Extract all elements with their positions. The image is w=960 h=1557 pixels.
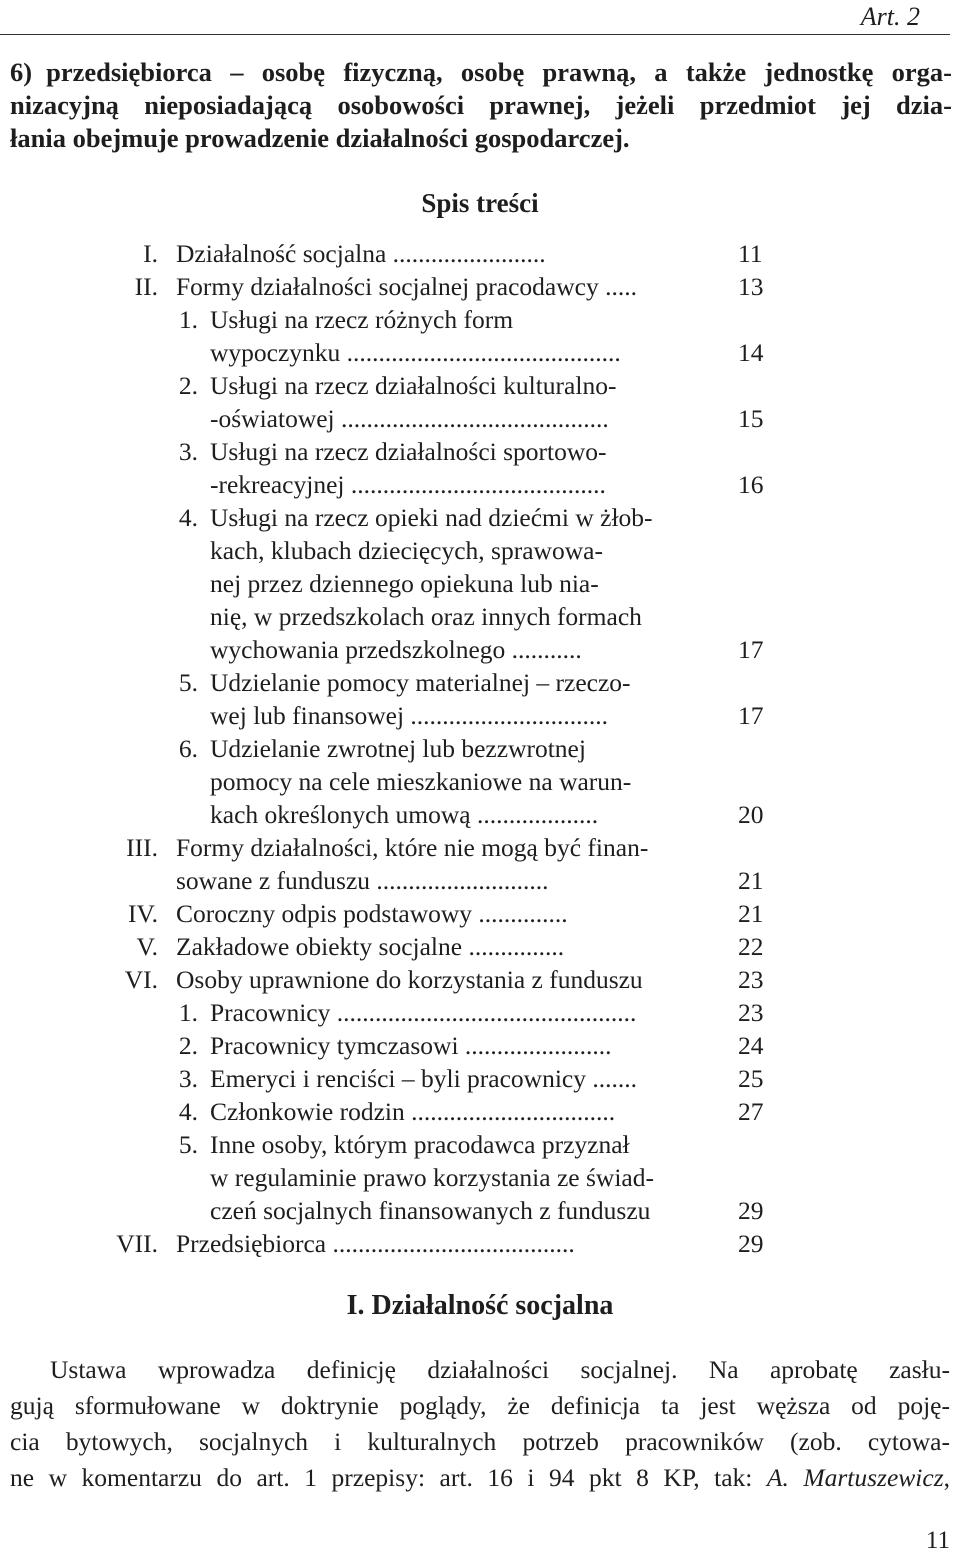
toc-item-title: Przedsiębiorca ......................................	[176, 1229, 575, 1258]
toc-item-number: 4.	[178, 1097, 198, 1126]
body-text: ,	[943, 1463, 950, 1492]
toc-row	[0, 932, 960, 965]
toc-item-page: 25	[738, 1064, 764, 1093]
toc-item-title: Członkowie rodzin ................................	[210, 1097, 616, 1126]
toc-row	[0, 503, 960, 536]
toc-row	[0, 899, 960, 932]
section-heading: I. Działalność socjalna	[346, 1290, 614, 1321]
toc-item-page: 20	[738, 800, 764, 829]
toc-row	[0, 866, 960, 899]
toc-row	[0, 239, 960, 272]
toc-row	[0, 338, 960, 371]
author-name: A. Martuszewicz	[766, 1463, 944, 1492]
toc-item-page: 23	[738, 998, 764, 1027]
toc-item-title: Inne osoby, którym pracodawca przyznał	[210, 1130, 630, 1159]
toc-row	[0, 371, 960, 404]
page-number: 11	[925, 1527, 950, 1554]
toc-item-title: Pracownicy tymczasowi .......................	[210, 1031, 612, 1060]
toc-item-page: 14	[738, 338, 764, 367]
toc-item-page: 27	[738, 1097, 764, 1126]
toc-item-page: 13	[738, 272, 764, 301]
toc-item-number: 1.	[178, 305, 198, 334]
toc-item-page: 23	[738, 965, 764, 994]
definition-line: nizacyjną nieposiadającą osobowości prawnej, jeżeli przedmiot jej dzia-	[10, 90, 952, 120]
toc-row	[0, 833, 960, 866]
toc-row	[0, 1031, 960, 1064]
toc-item-title: Udzielanie pomocy materialnej – rzeczo-	[210, 668, 631, 697]
toc-item-number: VII.	[116, 1229, 158, 1258]
toc-row	[0, 1097, 960, 1130]
toc-row	[0, 1196, 960, 1229]
body-line: gują sformułowane w doktrynie poglądy, że definicja ta jest węższa od poję-	[10, 1391, 950, 1420]
body-line: Ustawa wprowadza definicję działalności socjalnej. Na aprobatę zasłu-	[50, 1355, 950, 1384]
toc-item-title: wychowania przedszkolnego ...........	[210, 635, 582, 664]
toc-item-page: 16	[738, 470, 764, 499]
toc-item-title: wypoczynku ...........................................	[210, 338, 621, 367]
toc-item-title: pomocy na cele mieszkaniowe na warun-	[210, 767, 632, 796]
toc-row	[0, 437, 960, 470]
toc-item-title: nię, w przedszkolach oraz innych formach	[210, 602, 642, 631]
toc-item-number: 6.	[178, 734, 198, 763]
toc-item-title: kach określonych umową ...................	[210, 800, 599, 829]
toc-row	[0, 569, 960, 602]
toc-row	[0, 767, 960, 800]
toc-item-page: 21	[738, 866, 764, 895]
toc-item-number: VI.	[124, 965, 158, 994]
running-head-text: Art. 2	[860, 2, 920, 31]
toc-item-title: Usługi na rzecz różnych form	[210, 305, 514, 334]
toc-item-number: 1.	[178, 998, 198, 1027]
toc-item-page: 17	[738, 701, 764, 730]
toc-item-page: 24	[738, 1031, 764, 1060]
toc-row	[0, 668, 960, 701]
definition-text: przedsiębiorca – osobę fizyczną, osobę prawną, a także jednostkę orga-	[46, 57, 952, 87]
toc-item-number: 5.	[178, 668, 198, 697]
toc-item-number: 5.	[178, 1130, 198, 1159]
toc-item-title: czeń socjalnych finansowanych z funduszu	[210, 1196, 651, 1225]
toc-item-number: 4.	[178, 503, 198, 532]
toc-row	[0, 470, 960, 503]
toc-row	[0, 305, 960, 338]
definition-paragraph	[10, 56, 952, 155]
toc-item-page: 15	[738, 404, 764, 433]
toc-row	[0, 965, 960, 998]
toc-item-number: 3.	[178, 437, 198, 466]
toc-item-title: w regulaminie prawo korzystania ze świad-	[210, 1163, 654, 1192]
toc-item-title: kach, klubach dziecięcych, sprawowa-	[210, 536, 603, 565]
toc-item-number: II.	[134, 272, 158, 301]
toc-item-title: Formy działalności, które nie mogą być finan-	[176, 833, 649, 862]
body-text: ne w komentarzu do art. 1 przepisy: art. 16 i 94 pkt 8 KP, tak:	[10, 1463, 767, 1492]
toc-item-title: -rekreacyjnej ........................................	[210, 470, 606, 499]
toc-row	[0, 701, 960, 734]
toc-row	[0, 734, 960, 767]
toc-row	[0, 1130, 960, 1163]
toc-item-title: nej przez dziennego opiekuna lub nia-	[210, 569, 599, 598]
toc-item-title: Działalność socjalna ........................	[176, 239, 546, 268]
toc-title: Spis treści	[421, 188, 539, 218]
body-paragraph	[10, 1352, 950, 1496]
definition-line: łania obejmuje prowadzenie działalności gospodarczej.	[10, 123, 630, 153]
definition-line	[10, 56, 952, 89]
toc-item-page: 17	[738, 635, 764, 664]
toc-item-title: Emeryci i renciści – byli pracownicy .......	[210, 1064, 637, 1093]
toc-item-title: Osoby uprawnione do korzystania z funduszu	[176, 965, 643, 994]
running-head	[0, 0, 950, 35]
toc-row	[0, 998, 960, 1031]
toc-row	[0, 272, 960, 305]
toc-item-page: 11	[738, 239, 763, 268]
toc-item-number: V.	[136, 932, 158, 961]
toc-item-page: 29	[738, 1196, 764, 1225]
toc-item-number: 2.	[178, 371, 198, 400]
toc-row	[0, 1163, 960, 1196]
toc-item-title: Formy działalności socjalnej pracodawcy .....	[176, 272, 637, 301]
toc-row	[0, 1064, 960, 1097]
toc-item-title: wej lub finansowej ...............................	[210, 701, 609, 730]
toc-row	[0, 602, 960, 635]
toc-item-title: Zakładowe obiekty socjalne ...............	[176, 932, 565, 961]
toc-row	[0, 1229, 960, 1262]
toc-item-title: Udzielanie zwrotnej lub bezzwrotnej	[210, 734, 586, 763]
toc-item-number: III.	[126, 833, 158, 862]
toc-item-title: Usługi na rzecz działalności kulturalno-	[210, 371, 617, 400]
toc-item-page: 21	[738, 899, 764, 928]
definition-number: 6)	[10, 57, 33, 87]
toc-item-page: 29	[738, 1229, 764, 1258]
toc-item-title: Pracownicy ...............................................	[210, 998, 637, 1027]
toc-item-title: Usługi na rzecz opieki nad dziećmi w żłob-	[210, 503, 653, 532]
body-line: cia bytowych, socjalnych i kulturalnych potrzeb pracowników (zob. cytowa-	[10, 1427, 950, 1456]
toc-item-number: I.	[143, 239, 158, 268]
toc-item-number: IV.	[128, 899, 158, 928]
toc-row	[0, 635, 960, 668]
toc-row	[0, 404, 960, 437]
body-line	[10, 1460, 950, 1496]
toc-row	[0, 800, 960, 833]
toc-row	[0, 536, 960, 569]
toc-item-number: 2.	[178, 1031, 198, 1060]
toc-item-title: Usługi na rzecz działalności sportowo-	[210, 437, 607, 466]
toc-item-page: 22	[738, 932, 764, 961]
toc-item-title: -oświatowej ..........................................	[210, 404, 609, 433]
toc-item-title: sowane z funduszu ...........................	[176, 866, 549, 895]
toc-item-title: Coroczny odpis podstawowy ..............	[176, 899, 568, 928]
toc-item-number: 3.	[178, 1064, 198, 1093]
